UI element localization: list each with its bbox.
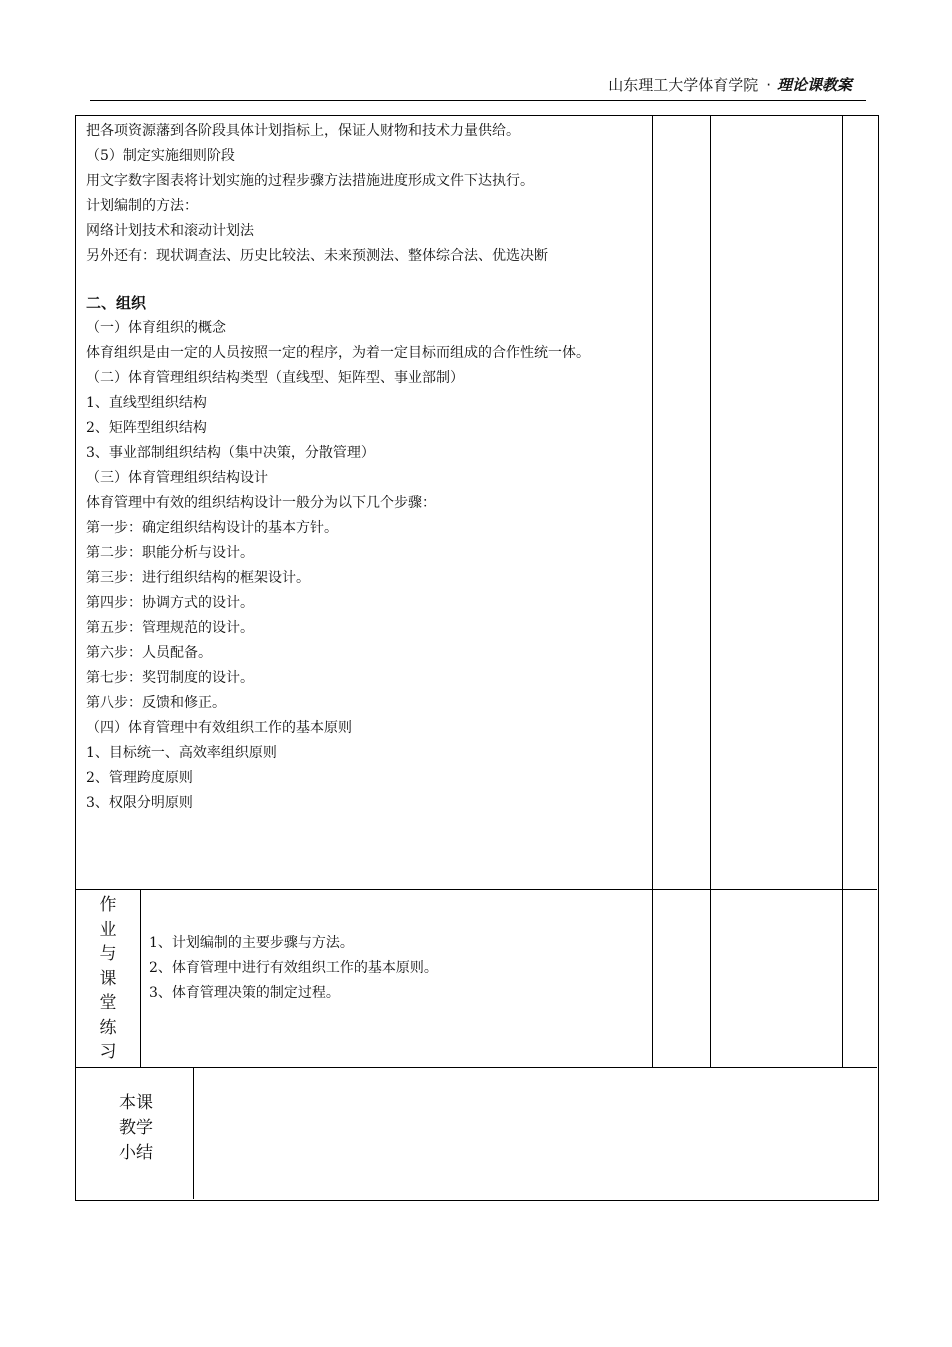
column-divider — [652, 116, 653, 1067]
homework-label-char: 习 — [99, 1042, 117, 1062]
content-line: 1、直线型组织结构 — [86, 395, 207, 411]
homework-label-char: 与 — [99, 944, 117, 964]
content-line: 第四步：协调方式的设计。 — [86, 595, 254, 611]
content-line: 3、权限分明原则 — [86, 795, 193, 811]
homework-label-char: 堂 — [99, 993, 117, 1013]
page-header — [90, 74, 866, 101]
summary-label-line: 教学 — [119, 1118, 153, 1138]
content-line: 2、管理跨度原则 — [86, 770, 193, 786]
content-line: 第二步：职能分析与设计。 — [86, 545, 254, 561]
content-line: 第八步：反馈和修正。 — [86, 695, 226, 711]
row-divider — [76, 1067, 877, 1068]
content-line: 计划编制的方法： — [86, 198, 198, 214]
content-line: 第三步：进行组织结构的框架设计。 — [86, 570, 310, 586]
content-line: 第一步：确定组织结构设计的基本方针。 — [86, 520, 338, 536]
main-content-cell — [86, 119, 651, 816]
content-line: （四）体育管理中有效组织工作的基本原则 — [86, 720, 352, 736]
column-divider — [710, 116, 711, 1067]
content-line: 第七步：奖罚制度的设计。 — [86, 670, 254, 686]
content-line: 另外还有：现状调查法、历史比较法、未来预测法、整体综合法、优选决断 — [86, 248, 548, 264]
homework-label-char: 练 — [99, 1017, 117, 1038]
homework-label-char: 业 — [99, 919, 117, 940]
concept-paragraph: 体育组织是由一定的人员按照一定的程序，为着一定目标而组成的合作性统一体。 — [86, 345, 590, 361]
content-line: （三）体育管理组织结构设计 — [86, 470, 268, 486]
content-line: （5）制定实施细则阶段 — [86, 148, 235, 164]
summary-label-line: 小结 — [119, 1143, 153, 1163]
content-line: 第六步：人员配备。 — [86, 645, 212, 661]
header-text — [608, 74, 852, 95]
header-course-title: 理论课教案 — [776, 76, 852, 94]
summary-label-divider — [193, 1067, 194, 1199]
homework-label — [76, 893, 140, 1068]
section-title: 二、组织 — [86, 294, 147, 312]
lesson-plan-table — [75, 115, 879, 1201]
content-line: 第五步：管理规范的设计。 — [86, 620, 254, 636]
homework-item: 1、计划编制的主要步骤与方法。 — [149, 935, 354, 951]
summary-content-cell — [204, 1076, 864, 1186]
header-separator: · — [766, 76, 771, 94]
content-line: 1、目标统一、高效率组织原则 — [86, 745, 277, 761]
row-divider — [76, 889, 877, 890]
homework-list — [149, 931, 438, 1006]
content-line: 3、事业部制组织结构（集中决策，分散管理） — [86, 445, 375, 461]
content-line: 2、矩阵型组织结构 — [86, 420, 207, 436]
column-divider — [842, 116, 843, 1067]
homework-item: 3、体育管理决策的制定过程。 — [149, 985, 340, 1001]
content-line: 体育管理中有效的组织结构设计一般分为以下几个步骤： — [86, 495, 436, 511]
homework-label-divider — [140, 889, 141, 1067]
content-line: 把各项资源藩到各阶段具体计划指标上，保证人财物和技术力量供给。 — [86, 123, 520, 139]
homework-label-char: 作 — [99, 895, 117, 915]
content-line: （一）体育组织的概念 — [86, 320, 226, 336]
header-institution: 山东理工大学体育学院 — [608, 76, 759, 94]
content-line: 用文字数字图表将计划实施的过程步骤方法措施进度形成文件下达执行。 — [86, 173, 534, 189]
homework-label-char: 课 — [99, 968, 117, 989]
content-line: （二）体育管理组织结构类型（直线型、矩阵型、事业部制） — [86, 370, 464, 386]
summary-label-line: 本课 — [119, 1093, 153, 1113]
content-line: 网络计划技术和滚动计划法 — [86, 223, 254, 239]
summary-label — [96, 1091, 176, 1166]
blank-line — [86, 269, 651, 291]
homework-item: 2、体育管理中进行有效组织工作的基本原则。 — [149, 960, 438, 976]
